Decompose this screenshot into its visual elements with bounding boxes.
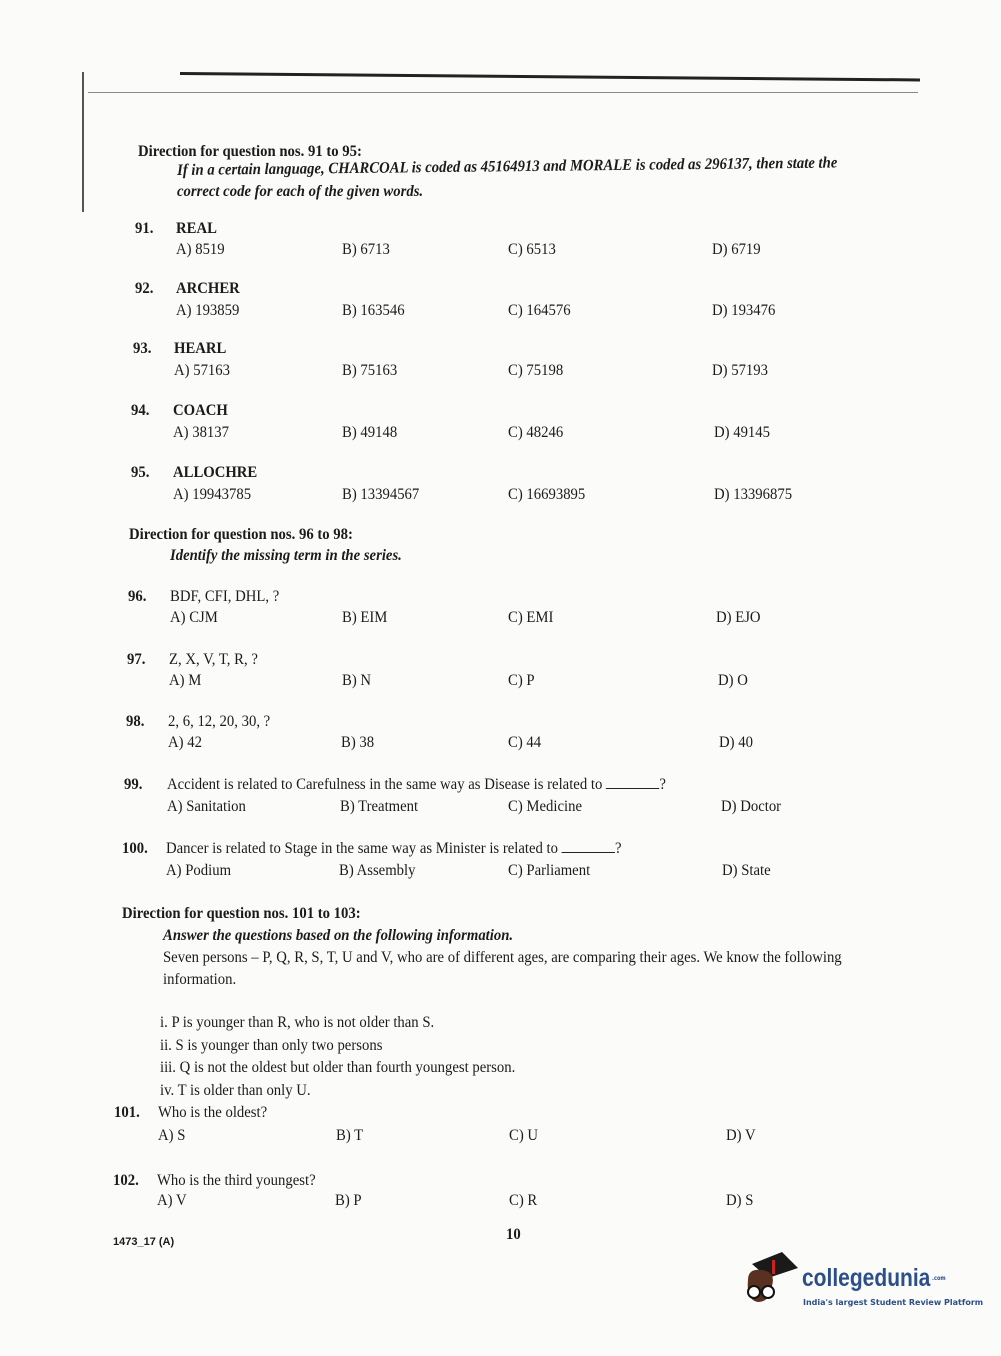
question-number: 95. xyxy=(131,464,150,481)
answer-option: B) EIM xyxy=(342,609,388,626)
answer-option: A) S xyxy=(158,1127,186,1144)
answer-option: B) Assembly xyxy=(339,862,416,879)
answer-option: D) EJO xyxy=(716,609,761,626)
answer-option: B) 163546 xyxy=(342,302,405,319)
answer-option: A) 19943785 xyxy=(173,486,252,503)
question-stem: ARCHER xyxy=(176,280,240,297)
question-number: 93. xyxy=(133,340,152,357)
question-number: 94. xyxy=(131,402,150,419)
fact-item: i. P is younger than R, who is not older than S. xyxy=(160,1014,435,1031)
answer-option: B) 13394567 xyxy=(342,486,420,503)
question-number: 99. xyxy=(124,776,143,793)
question-stem xyxy=(167,776,666,794)
fact-item: ii. S is younger than only two persons xyxy=(160,1037,383,1054)
answer-option: C) 48246 xyxy=(508,424,564,441)
answer-option: A) 42 xyxy=(168,734,202,751)
question-number: 96. xyxy=(128,588,147,605)
scan-border-line xyxy=(88,92,918,93)
brand-suffix: .com xyxy=(932,1275,946,1283)
answer-option: B) 49148 xyxy=(342,424,398,441)
answer-option: D) 193476 xyxy=(712,302,776,319)
answer-option: B) 6713 xyxy=(342,241,390,258)
question-number: 102. xyxy=(113,1172,139,1189)
answer-option: D) O xyxy=(718,672,748,689)
question-stem: ALLOCHRE xyxy=(173,464,258,481)
scan-border-top xyxy=(180,72,920,81)
collegedunia-mascot-icon xyxy=(742,1250,802,1310)
answer-blank xyxy=(606,776,659,789)
direction-instruction: Identify the missing term in the series. xyxy=(170,547,402,564)
fact-item: iv. T is older than only U. xyxy=(160,1082,311,1099)
direction-instruction: Answer the questions based on the following information. xyxy=(163,927,514,944)
question-stem-text: Dancer is related to Stage in the same way as Minister is related to xyxy=(166,840,559,857)
answer-option: B) P xyxy=(335,1192,362,1209)
answer-option: C) Medicine xyxy=(508,798,582,815)
answer-option: D) S xyxy=(726,1192,754,1209)
question-number: 98. xyxy=(126,713,145,730)
answer-option: B) 75163 xyxy=(342,362,398,379)
fact-item: iii. Q is not the oldest but older than fourth youngest person. xyxy=(160,1059,516,1076)
question-stem: COACH xyxy=(173,402,228,419)
question-number: 100. xyxy=(122,840,148,857)
answer-option: D) 49145 xyxy=(714,424,771,441)
answer-option: A) M xyxy=(169,672,202,689)
brand-logo xyxy=(802,1266,946,1291)
question-stem-text: Accident is related to Carefulness in the same way as Disease is related to xyxy=(167,776,603,793)
answer-option: B) Treatment xyxy=(340,798,419,815)
answer-option: C) 75198 xyxy=(508,362,564,379)
answer-option: A) 57163 xyxy=(174,362,231,379)
question-number: 92. xyxy=(135,280,154,297)
brand-name: collegedunia xyxy=(802,1264,931,1292)
question-stem-end: ? xyxy=(659,776,666,793)
answer-option: A) V xyxy=(157,1192,187,1209)
brand-tagline: India's largest Student Review Platform xyxy=(803,1298,984,1307)
answer-option: B) N xyxy=(342,672,372,689)
question-stem: BDF, CFI, DHL, ? xyxy=(170,588,280,605)
answer-option: A) 193859 xyxy=(176,302,240,319)
question-stem xyxy=(166,840,622,858)
answer-option: B) T xyxy=(336,1127,364,1144)
question-stem: Z, X, V, T, R, ? xyxy=(169,651,258,668)
direction-heading: Direction for question nos. 101 to 103: xyxy=(122,905,361,922)
answer-blank xyxy=(562,840,615,853)
answer-option: D) 13396875 xyxy=(714,486,793,503)
direction-heading: Direction for question nos. 91 to 95: xyxy=(138,143,362,160)
direction-instruction: correct code for each of the given words. xyxy=(177,183,424,200)
scan-border-left xyxy=(82,72,84,212)
answer-option: C) U xyxy=(509,1127,539,1144)
question-stem-end: ? xyxy=(615,840,622,857)
answer-option: C) 44 xyxy=(508,734,542,751)
answer-option: C) 6513 xyxy=(508,241,556,258)
answer-option: C) 164576 xyxy=(508,302,571,319)
question-stem: 2, 6, 12, 20, 30, ? xyxy=(168,713,271,730)
answer-option: D) Doctor xyxy=(721,798,782,815)
answer-option: D) 40 xyxy=(719,734,753,751)
paper-code: 1473_17 (A) xyxy=(113,1236,175,1248)
question-number: 101. xyxy=(114,1104,140,1121)
answer-option: A) 38137 xyxy=(173,424,230,441)
answer-option: B) 38 xyxy=(341,734,375,751)
answer-option: C) R xyxy=(509,1192,538,1209)
direction-heading: Direction for question nos. 96 to 98: xyxy=(129,526,353,543)
answer-option: D) State xyxy=(722,862,771,879)
answer-option: A) Sanitation xyxy=(167,798,246,815)
answer-option: C) EMI xyxy=(508,609,554,626)
question-number: 91. xyxy=(135,220,154,237)
answer-option: A) Podium xyxy=(166,862,232,879)
page-number: 10 xyxy=(506,1226,521,1243)
question-stem: REAL xyxy=(176,220,217,237)
question-number: 97. xyxy=(127,651,146,668)
question-stem: Who is the third youngest? xyxy=(157,1172,316,1189)
question-stem: Who is the oldest? xyxy=(158,1104,268,1121)
direction-body: information. xyxy=(163,971,237,988)
answer-option: A) CJM xyxy=(170,609,218,626)
direction-instruction: If in a certain language, CHARCOAL is coded as 45164913 and MORALE is coded as 296137, then state the xyxy=(177,154,838,179)
answer-option: D) 57193 xyxy=(712,362,769,379)
answer-option: C) 16693895 xyxy=(508,486,586,503)
answer-option: C) Parliament xyxy=(508,862,591,879)
answer-option: D) V xyxy=(726,1127,756,1144)
answer-option: C) P xyxy=(508,672,535,689)
question-stem: HEARL xyxy=(174,340,227,357)
answer-option: A) 8519 xyxy=(176,241,225,258)
direction-body: Seven persons – P, Q, R, S, T, U and V, who are of different ages, are comparing their ages. We know the following xyxy=(163,949,842,966)
answer-option: D) 6719 xyxy=(712,241,761,258)
